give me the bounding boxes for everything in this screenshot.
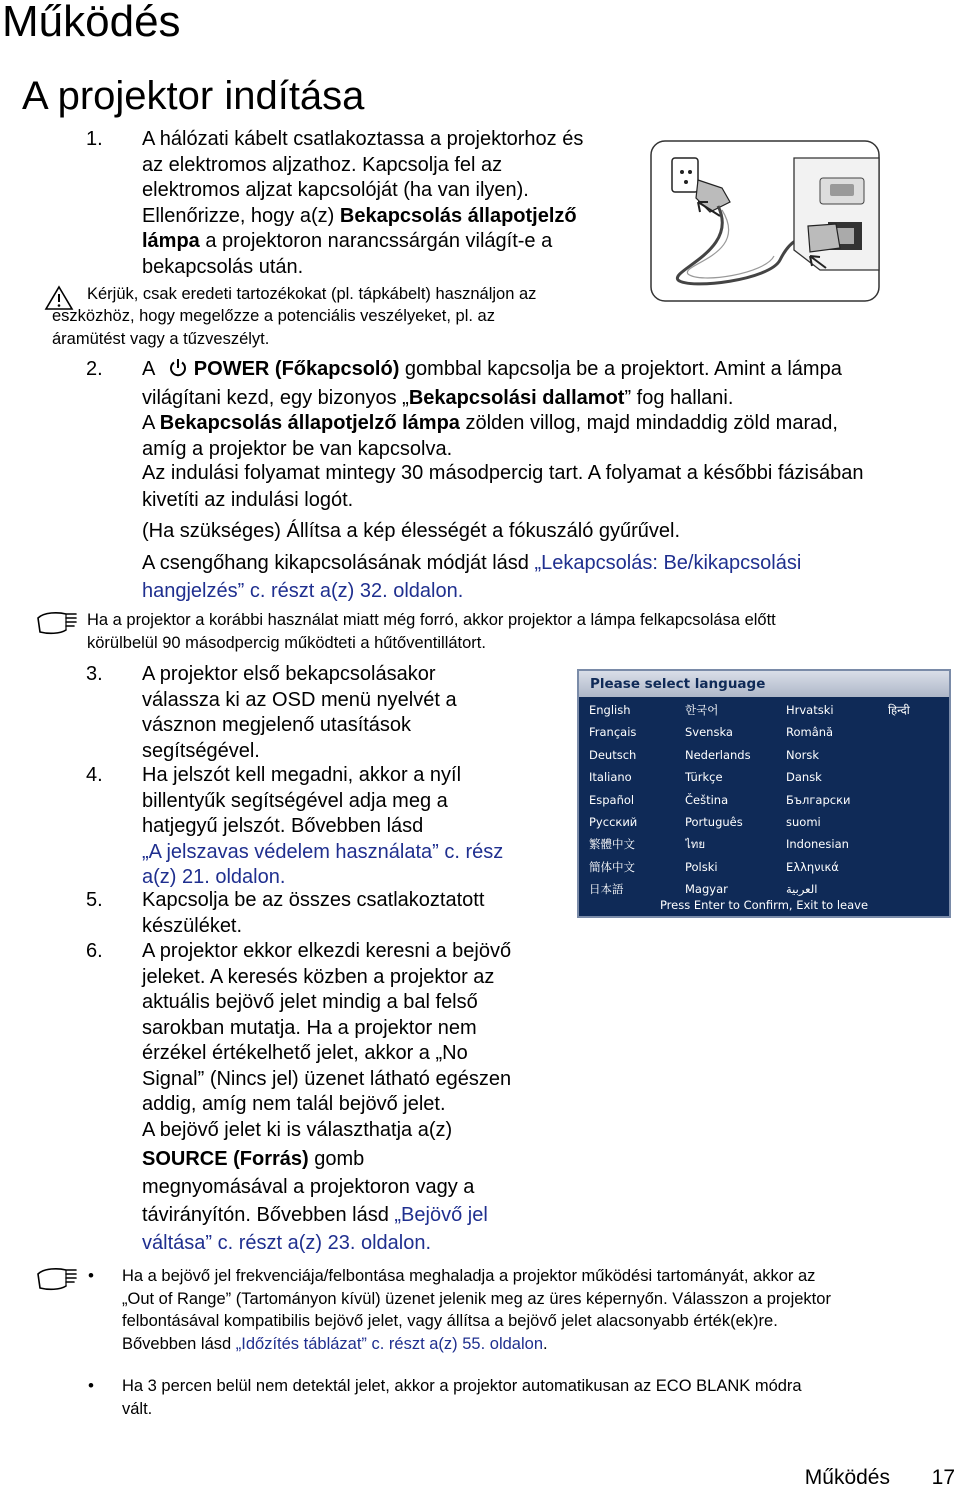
language-option-empty [888,856,941,878]
text-line: A POWER (Főkapcsoló) gombbal kapcsolja be a projektort. Amint a lámpa [142,357,942,386]
link-beep[interactable]: „Lekapcsolás: Be/kikapcsolási [534,552,802,574]
power-cord-illustration [650,140,880,302]
text-line: Ha a projektor a korábbi használat miatt még forró, akkor projektor a lámpa felkapcsolása előtt [87,611,776,629]
link-input-source-cont[interactable]: váltása” c. részt a(z) 23. oldalon. [142,1232,432,1254]
step-4-text [142,763,562,891]
language-option[interactable]: 日本語 [589,882,624,897]
text-line: világítani kezd, egy bizonyos „Bekapcsolási dallamot” fog hallani. [142,386,734,409]
text-line: A projektor első bekapcsolásakor [142,663,436,685]
text-line: sarokban mutatja. Ha a projektor nem [142,1016,477,1039]
language-option[interactable]: Română [786,725,834,740]
text-line: billentyűk segítségével adja meg a [142,789,448,812]
step-5-text [142,888,562,939]
step-number: 1. [86,128,103,150]
step-6-text-cont [142,1145,572,1257]
text-line: megnyomásával a projektoron vagy a [142,1176,475,1198]
text-line: hatjegyű jelszót. Bővebben lásd [142,815,424,837]
step-number: 2. [86,358,103,380]
language-option[interactable]: Hrvatski [786,703,834,717]
step-1-text [142,127,642,280]
step-2-focus [142,519,942,545]
step-6-text [142,939,572,1143]
language-option[interactable]: Nederlands [685,747,751,762]
text-line: addig, amíg nem talál bejövő jelet. [142,1093,446,1115]
text-line: SOURCE (Forrás) gomb [142,1148,365,1170]
language-option[interactable]: 한국어 [685,703,719,717]
language-option[interactable]: Norsk [786,747,820,762]
language-option[interactable]: Magyar [685,882,728,897]
text-line: Ha a bejövő jel frekvenciája/felbontása meghaladja a projektor működési tartományát, akkor az [122,1267,816,1285]
link-input-source[interactable]: „Bejövő jel [394,1204,488,1226]
language-option[interactable]: العربية [786,882,818,897]
page-heading: Működés [2,0,181,46]
text-line: vált. [122,1399,153,1418]
text-line: Kérjük, csak eredeti tartozékokat (pl. tápkábelt) használjon az [87,285,537,303]
text-line: (Ha szükséges) Állítsa a kép élességét a fókuszáló gyűrűvel. [142,520,681,542]
language-option[interactable]: Dansk [786,770,822,785]
text-line: lámpa a projektoron narancssárgán világít-e a [142,230,553,252]
link-password[interactable]: „A jelszavas védelem használata” c. rész [142,840,504,863]
note-1-text [87,609,947,654]
note-hand-icon [36,608,80,636]
bullet: • [88,1266,94,1285]
text-line: érzékel értékelhető jelet, akkor a „No [142,1042,468,1064]
language-option[interactable]: English [589,703,631,717]
power-icon [168,358,188,386]
text-line: Ha jelszót kell megadni, akkor a nyíl [142,764,462,786]
language-option-empty [888,766,941,788]
text-line: áramütést vagy a tűzveszélyt. [52,329,270,348]
text-line: amíg a projektor be van kapcsolva. [142,437,453,460]
text-line: „Out of Range” (Tartományon kívül) üzenet jelenik meg az üres képernyőn. Válasszon a projektor [122,1289,831,1308]
text-line: A hálózati kábelt csatlakoztassa a projektorhoz és [142,128,584,150]
text-line: bekapcsolás után. [142,255,304,278]
language-option[interactable]: 繁體中文 [589,837,635,852]
text-line: az elektromos aljzathoz. Kapcsolja fel az [142,153,503,176]
language-option[interactable]: Svenska [685,725,733,740]
language-option[interactable]: Čeština [685,792,729,807]
text-line: eszközhöz, hogy megelőzze a potenciális veszélyeket, pl. az [52,307,495,325]
link-beep-cont[interactable]: hangjelzés” c. részt a(z) 32. oldalon. [142,580,464,602]
text-line: körülbelül 90 másodpercig működteti a hűtőventillátort. [87,633,486,652]
page-number: 17 [931,1466,955,1489]
footer-section-title: Működés [804,1466,890,1489]
language-option[interactable]: Français [589,725,637,740]
language-option[interactable]: Deutsch [589,747,637,762]
step-number: 3. [86,663,103,685]
text-line: Bővebben lásd „Időzítés táblázat” c. részt a(z) 55. oldalon. [122,1334,548,1353]
warning-text-cont [52,305,652,350]
language-option-empty [888,721,941,743]
language-option-empty [888,811,941,833]
section-heading: A projektor indítása [22,74,365,118]
step-2-beep [142,549,942,605]
language-option[interactable]: Ελληνικά [786,859,839,874]
text-line: A Bekapcsolás állapotjelző lámpa zölden villog, majd mindaddig zöld marad, [142,412,838,434]
language-option[interactable]: Español [589,792,635,807]
link-password-cont[interactable]: a(z) 21. oldalon. [142,866,286,888]
bullet: • [88,1376,94,1395]
language-panel-footer: Press Enter to Confirm, Exit to leave [659,898,869,912]
step-number: 5. [86,889,103,911]
text-line: válassza ki az OSD menü nyelvét a [142,688,457,711]
language-option[interactable]: Türkçe [685,770,723,785]
note-2-bullet-2 [122,1375,957,1420]
language-option-empty [888,833,941,855]
language-option-empty [888,789,941,811]
language-panel-title: Please select language [579,671,949,697]
language-option-empty [888,744,941,766]
text-line: A projektor ekkor elkezdi keresni a bejövő [142,940,512,962]
language-option[interactable]: suomi [786,814,821,829]
text-line: Ha 3 percen belül nem detektál jelet, akkor a projektor automatikusan az ECO BLANK módra [122,1377,802,1395]
text-line: vásznon megjelenő utasítások [142,714,412,736]
step-2-text-cont [142,460,952,514]
note-hand-icon [36,1264,80,1292]
language-option[interactable]: Português [685,814,743,829]
language-option[interactable]: 簡体中文 [589,859,635,874]
text-line: aktuális bejövő jelet mindig a bal felső [142,991,478,1013]
language-option[interactable]: Polski [685,859,718,874]
text-line: A csengőhang kikapcsolásának módját lásd „Lekapcsolás: Be/kikapcsolási [142,552,802,574]
step-2-text [142,357,942,462]
language-grid [589,699,941,901]
language-select-panel [577,669,951,918]
text-line: távirányítón. Bővebben lásd „Bejövő jel [142,1204,488,1226]
language-option[interactable]: Indonesian [786,837,849,852]
step-number: 4. [86,764,103,786]
text-line: Kapcsolja be az összes csatlakoztatott [142,889,485,911]
text-line: kivetíti az indulási logót. [142,489,354,511]
text-line: A bejövő jelet ki is választhatja a(z) [142,1118,453,1141]
link-timing-table[interactable]: „Időzítés táblázat” c. részt a(z) 55. oldalon [235,1334,543,1353]
language-option[interactable]: Русский [589,814,638,829]
text-line: elektromos aljzat kapcsolóját (ha van ilyen). [142,179,529,201]
text-line: segítségével. [142,739,260,762]
warning-text [87,283,647,306]
language-option[interactable]: Italiano [589,770,632,785]
step-3-text [142,662,562,764]
language-option[interactable]: ไทย [685,837,706,852]
text-line: Signal” (Nincs jel) üzenet látható egészen [142,1067,512,1090]
text-line: készüléket. [142,914,243,937]
language-option[interactable]: Български [786,792,851,807]
language-option[interactable]: हिन्दी [888,703,910,717]
text-line: felbontásával kompatibilis bejövő jelet, vagy állítsa a bejövő jelet alacsonyabb érték(ek)re. [122,1312,778,1330]
text-line: Az indulási folyamat mintegy 30 másodpercig tart. A folyamat a későbbi fázisában [142,462,864,484]
text-line: jeleket. A keresés közben a projektor az [142,965,495,988]
step-number: 6. [86,940,103,962]
note-2-bullet-1 [122,1265,957,1355]
text-line: Ellenőrizze, hogy a(z) Bekapcsolás állapotjelző [142,204,577,227]
